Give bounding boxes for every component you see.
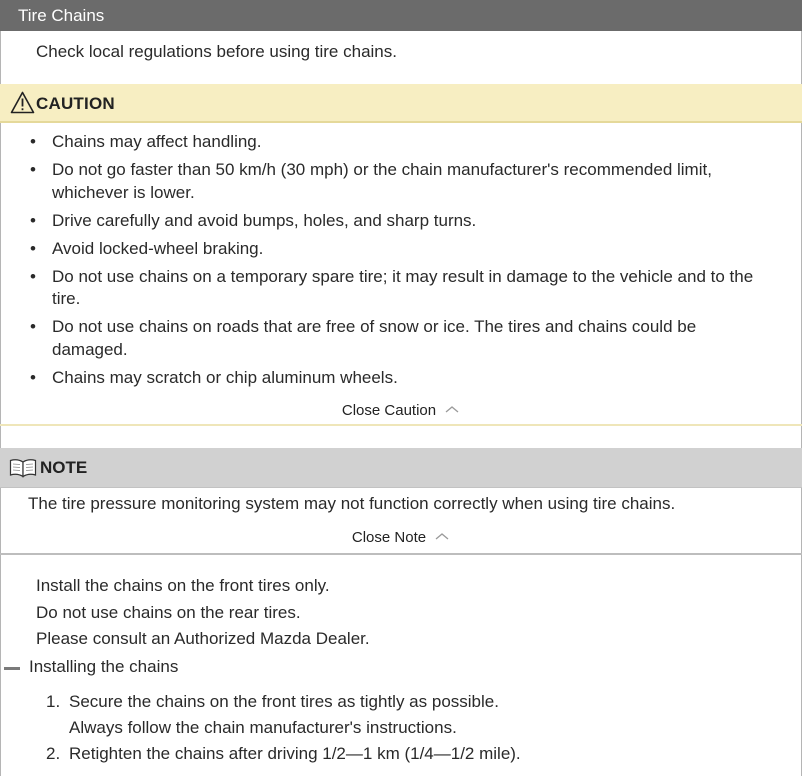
open-book-icon [9,458,37,478]
note-divider [0,553,802,555]
page-title: Tire Chains [18,6,105,25]
chevron-up-icon [444,404,460,414]
steps-list [44,689,764,767]
list-item: • Do not use chains on a temporary spare tire; it may result in damage to the vehicle and to the tire. [30,266,754,308]
body-line: Install the chains on the front tires only. [36,576,330,595]
note-title: NOTE [40,458,88,477]
note-text: The tire pressure monitoring system may not function correctly when using tire chains. [28,494,676,513]
close-note-button[interactable] [0,529,802,546]
list-item: • Chains may scratch or chip aluminum wheels. [30,367,398,387]
title-bar [0,0,802,31]
list-item: • Avoid locked-wheel braking. [30,238,264,258]
note-header [0,448,802,488]
caution-header [0,84,802,123]
list-item: • Do not go faster than 50 km/h (30 mph) or the chain manufacturer's recommended limit, whichever is lower. [30,160,712,202]
close-caution-button[interactable] [0,402,802,419]
list-item: • Chains may affect handling. [30,132,262,151]
caution-list [28,131,768,395]
close-note-label: Close Note [351,529,427,546]
step-item: 2. Retighten the chains after driving 1/2—1 km (1/4—1/2 mile). [46,744,521,763]
minus-icon [4,667,20,670]
warning-triangle-icon [10,91,35,114]
caution-title: CAUTION [36,94,115,113]
body-line: Do not use chains on the rear tires. [36,602,301,622]
list-item: • Do not use chains on roads that are free of snow or ice. The tires and chains could be damaged. [30,317,697,359]
step-item: 1. Secure the chains on the front tires as tightly as possible. Always follow the chain manufacturer's instructions. [46,692,499,737]
chevron-up-icon [434,531,450,541]
list-item: • Drive carefully and avoid bumps, holes, and sharp turns. [30,210,477,230]
body-line: Please consult an Authorized Mazda Dealer. [36,629,370,648]
installing-section-label: Installing the chains [29,657,179,676]
caution-divider [0,424,802,426]
body-text [36,573,370,653]
close-caution-label: Close Caution [341,402,437,419]
intro-text: Check local regulations before using tire chains. [36,42,397,61]
